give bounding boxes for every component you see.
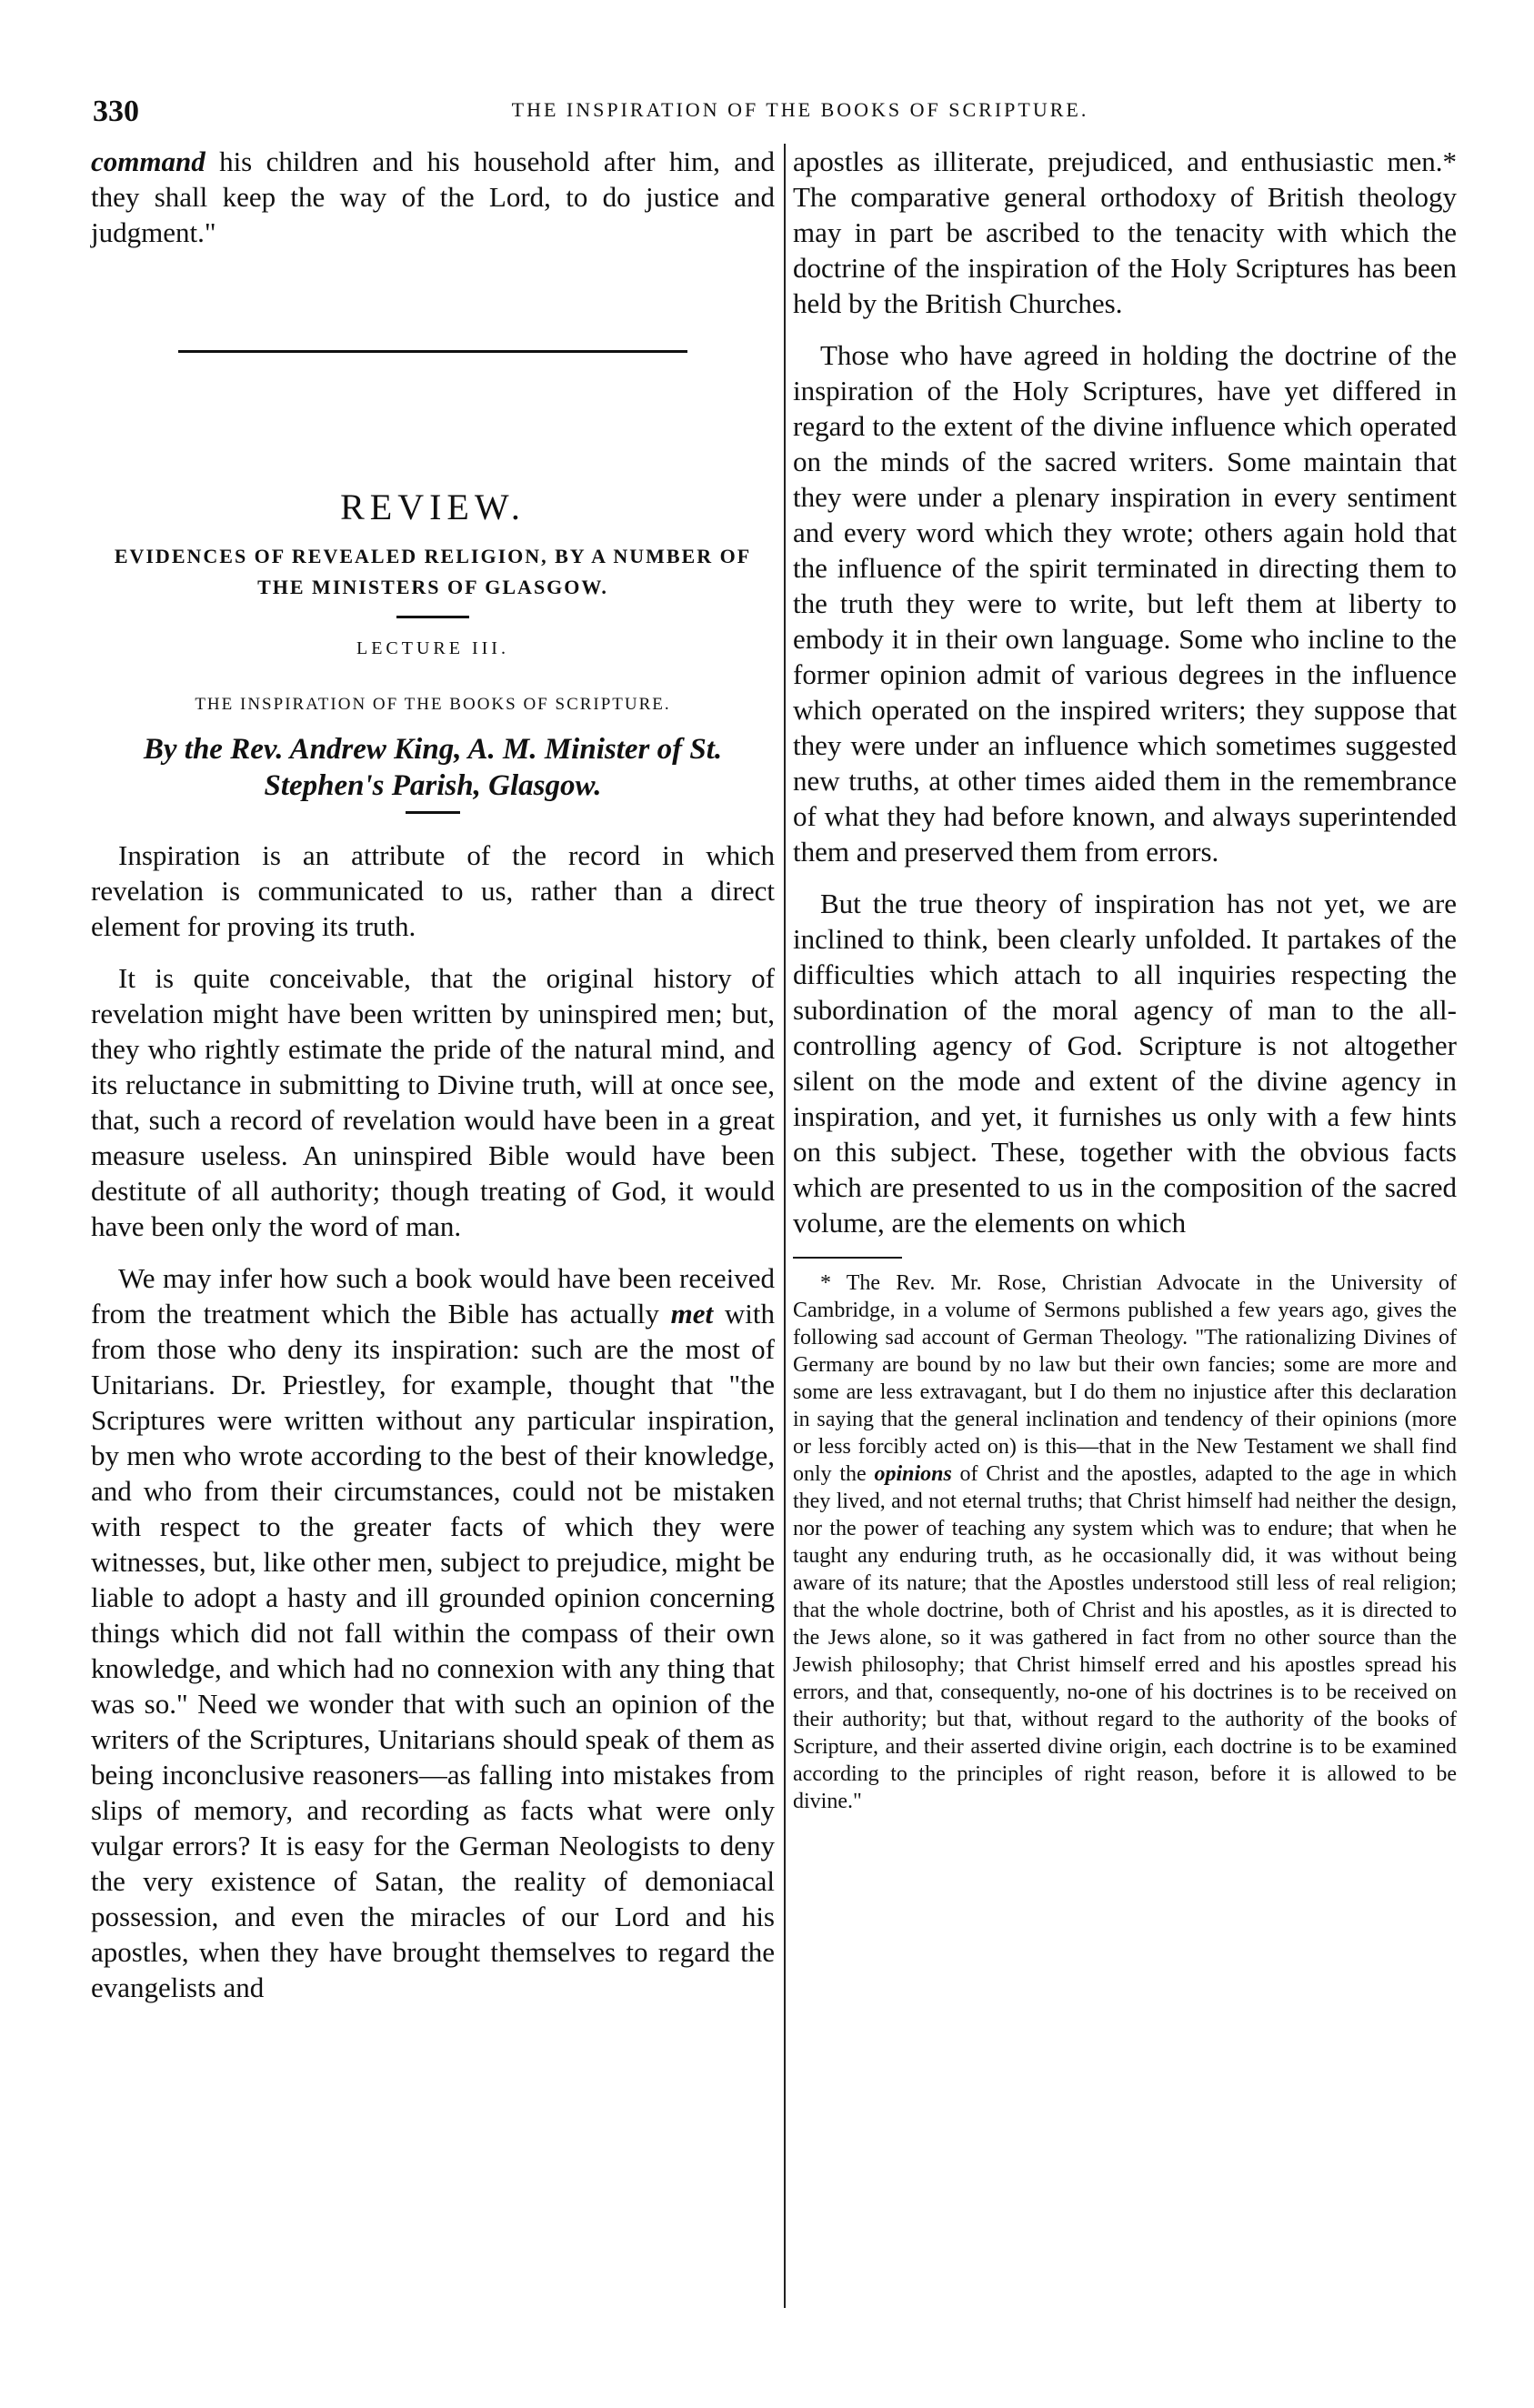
opening-text: his children and his household after him, and they shall keep the way of the Lord, to do justice and judgment.": [91, 145, 775, 248]
evidences-heading: EVIDENCES OF REVEALED RELIGION, BY A NUMBER OF THE MINISTERS OF GLASGOW.: [114, 545, 752, 598]
paragraph-original-history: It is quite conceivable, that the original history of revelation might have been written by uninspired men; but, they who rightly estimate the pride of the natural mind, and its reluctance in submitting to Divine truth, will at once see, that, such a record of revelation would have been in a great measure useless. An uninspired Bible would have been destitute of all authority; though treating of God, it would have been only the word of man.: [91, 962, 775, 1242]
running-head: THE INSPIRATION OF THE BOOKS OF SCRIPTURE.: [511, 98, 1089, 121]
footnote: [793, 1269, 1457, 1815]
lecture-subject: THE INSPIRATION OF THE BOOKS OF SCRIPTURE.: [195, 695, 671, 714]
paragraph-divine-influence: Those who have agreed in holding the doctrine of the inspiration of the Holy Scriptures, have yet differed in regard to the extent of the divine influence which operated on the minds of the sacred writers. Some maintain that they were under a plenary inspiration in every sentiment and every word which they wrote; others again hold that the influence of the spirit terminated in directing them to the truth they were to write, but left them at liberty to embody it in their own language. Some who incline to the former opinion admit of various degrees in the influence which operated on the inspired writers; they suppose that they were under an influence which sometimes suggested new truths, at other times aided them in the remembrance of what they had before known, and always superintended them and preserved them from errors.: [793, 339, 1457, 868]
paragraph-text: with from those who deny its inspiration: such are the most of Unitarians. Dr. Priestley, for example, thought that "the Scriptures were written without any particular inspiration, by men who wrote according to the best of their knowledge, and who from their circumstances, could not be mistaken with respect to the greater facts of which they were witnesses, but, like other men, subject to prejudice, might be liable to adopt a hasty and ill grounded opinion concerning things which did not fall within the compass of their own knowledge, and which had no connexion with any thing that was so." Need we wonder that with such an opinion of the writers of the Scriptures, Unitarians should speak of them as being inconclusive reasoners—as falling into mistakes from slips of memory, and recording as facts what were only vulgar errors? It is easy for the German Neologists to deny the very existence of Satan, the reality of demoniacal possession, and even the miracles of our Lord and his apostles, when they have brought themselves to regard the evangelists and: [91, 1298, 775, 2003]
author-separator: [406, 811, 460, 814]
paragraph-inspiration-attribute: Inspiration is an attribute of the record in which revelation is communicated to us, rather than a direct element for proving its truth.: [91, 839, 775, 942]
footnote-italic-word: opinions: [874, 1462, 952, 1486]
right-column: [793, 144, 1457, 1815]
paragraph-text: We may infer how such a book would have been received from the treatment which the Bible has actually: [91, 1262, 775, 1329]
footnote-text: * The Rev. Mr. Rose, Christian Advocate in the University of Cambridge, in a volume of Sermons published a few years ago, gives the following sad account of German Theology. "The rationalizing Divines of Germany are bound by no law but their own fancies; some are more and some are less extravagant, but I do them no injustice after this declaration in saying that the general inclination and tendency of their opinions (more or less forcibly acted on) is this—that in the New Testament we shall find only the: [793, 1271, 1457, 1486]
author-line: By the Rev. Andrew King, A. M. Minister of St. Stephen's Parish, Glasgow.: [143, 733, 723, 802]
left-column: [91, 144, 775, 2022]
page-number: 330: [93, 95, 139, 128]
paragraph-true-theory: But the true theory of inspiration has not yet, we are inclined to think, been clearly unfolded. It partakes of the difficulties which attach to all inquiries respecting the subordination of the moral agency of man to the all-controlling agency of God. Scripture is not altogether silent on the mode and extent of the divine agency in inspiration, and yet, it furnishes us only with a few hints on this subject. These, together with the obvious facts which are presented to us in the composition of the sacred volume, are the elements on which: [793, 888, 1457, 1239]
column-divider: [784, 144, 786, 2308]
paragraph-unitarians: [91, 1260, 775, 2005]
section-separator: [178, 350, 687, 353]
review-title: REVIEW.: [340, 487, 526, 527]
footnote-separator: [793, 1257, 902, 1259]
heading-separator: [396, 616, 469, 618]
opening-paragraph: [91, 144, 775, 250]
italic-word: met: [670, 1298, 714, 1329]
footnote-text: of Christ and the apostles, adapted to the age in which they lived, and not eternal truths; that Christ himself had neither the design, nor the power of teaching any system which was to endure; that when he taught any enduring truth, as he occasionally did, it was without being aware of its nature; that the Apostles understood still less of real religion; that the whole doctrine, both of Christ and his apostles, as it is directed to the Jews alone, so it was gathered in fact from no other source than the Jewish philosophy; that Christ himself erred and his apostles spread his errors, and that, consequently, no-one of his doctrines is to be received on their authority; but that, without regard to the authority of the books of Scripture, and their asserted divine origin, each doctrine is to be examined according to the principles of right reason, before it is allowed to be divine.": [793, 1462, 1457, 1813]
paragraph-apostles: apostles as illiterate, prejudiced, and enthusiastic men.* The comparative general orthodoxy of British theology may in part be ascribed to the tenacity with which the doctrine of the inspiration of the Holy Scriptures has been held by the British Churches.: [793, 145, 1457, 319]
lecture-number: LECTURE III.: [356, 638, 509, 658]
opening-italic-word: command: [91, 145, 206, 177]
